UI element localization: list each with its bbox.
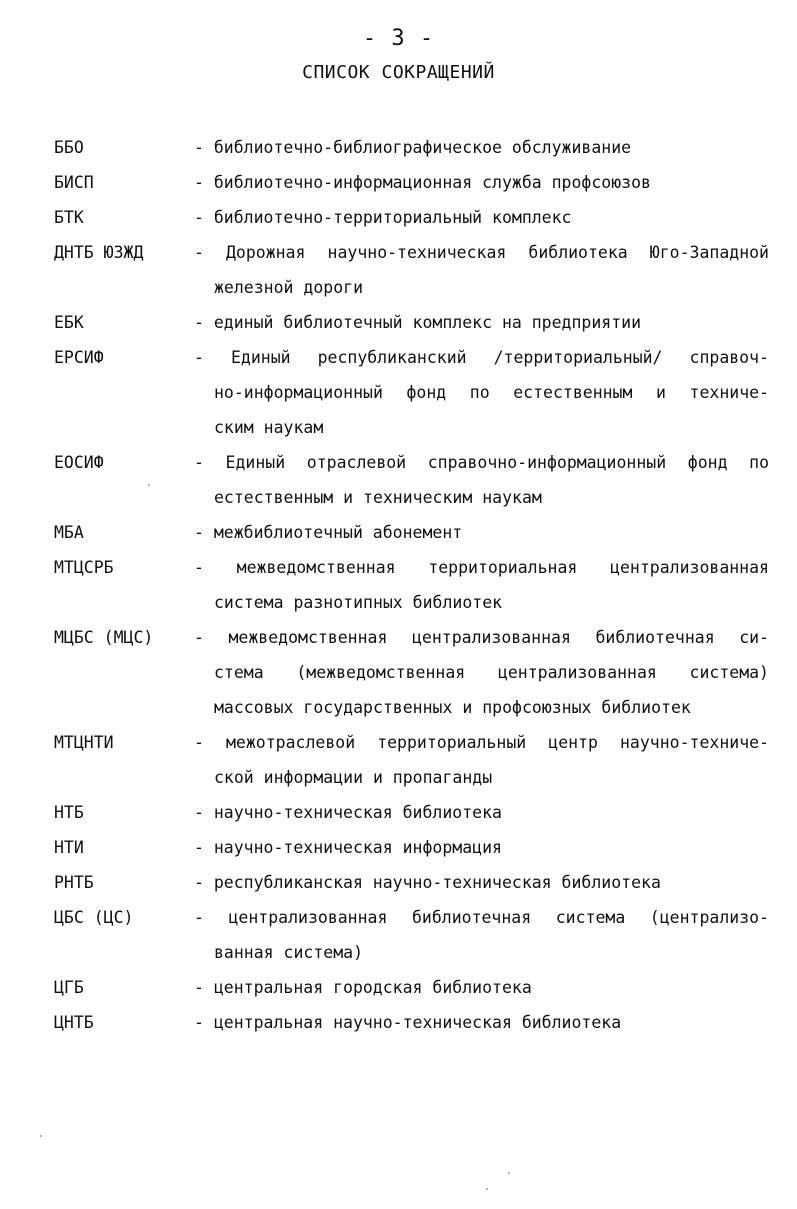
abbreviation: БИСП <box>54 173 94 192</box>
definition-line: - Дорожная научно-техническая библиотека Юго-Западной <box>194 243 769 262</box>
definition <box>194 445 769 515</box>
definition-line: - централизованная библиотечная система (централизо- <box>194 908 769 927</box>
definition-line: - центральная городская библиотека <box>194 978 532 997</box>
definition-line: система разнотипных библиотек <box>214 593 503 612</box>
abbreviation: МТЦНТИ <box>54 733 114 752</box>
abbreviation: ДНТБ ЮЗЖД <box>54 243 144 262</box>
definition <box>194 340 769 445</box>
abbreviation: ЕОСИФ <box>54 453 104 472</box>
abbreviation: ЕРСИФ <box>54 348 104 367</box>
definition-line: - межотраслевой территориальный центр научно-техниче- <box>194 733 769 752</box>
list-item <box>0 165 797 200</box>
scan-speck <box>486 1188 488 1190</box>
list-item <box>0 305 797 340</box>
definition-line: - Единый отраслевой справочно-информационный фонд по <box>194 453 769 472</box>
definition-line: - республиканская научно-техническая библиотека <box>194 873 661 892</box>
abbreviation: ЦГБ <box>54 978 84 997</box>
definition <box>194 235 769 305</box>
definition-line: но-информационный фонд по естественным и техниче- <box>214 383 769 402</box>
definition-line: - библиотечно-библиографическое обслуживание <box>194 138 632 157</box>
definition <box>194 865 769 900</box>
page-title: СПИСОК СОКРАЩЕНИЙ <box>302 62 495 83</box>
abbreviation-list <box>0 130 797 1040</box>
definition-line: - Единый республиканский /территориальный/ справоч- <box>194 348 769 367</box>
definition-line: - научно-техническая библиотека <box>194 803 502 822</box>
abbreviation: ЕБК <box>54 313 84 332</box>
list-item <box>0 865 797 900</box>
abbreviation: НТИ <box>54 838 84 857</box>
definition <box>194 970 769 1005</box>
definition <box>194 620 769 725</box>
definition <box>194 200 769 235</box>
definition <box>194 165 769 200</box>
definition-line: естественным и техническим наукам <box>214 488 542 507</box>
scan-speck <box>508 1172 510 1174</box>
list-item <box>0 515 797 550</box>
definition-line: ской информации и пропаганды <box>214 768 493 787</box>
list-item <box>0 900 797 970</box>
definition-line: стема (межведомственная централизованная система) <box>214 663 769 682</box>
definition-line: массовых государственных и профсоюзных библиотек <box>214 698 691 717</box>
definition <box>194 830 769 865</box>
list-item <box>0 795 797 830</box>
abbreviation: ББО <box>54 138 84 157</box>
definition-line: - библиотечно-территориальный комплекс <box>194 208 572 227</box>
list-item <box>0 970 797 1005</box>
list-item <box>0 445 797 515</box>
definition <box>194 795 769 830</box>
abbreviation: БТК <box>54 208 84 227</box>
definition-line: - единый библиотечный комплекс на предприятии <box>194 313 642 332</box>
scan-speck <box>40 1135 42 1137</box>
definition <box>194 130 769 165</box>
abbreviation: МТЦСРБ <box>54 558 114 577</box>
definition <box>194 305 769 340</box>
list-item <box>0 235 797 305</box>
abbreviation: ЦНТБ <box>54 1013 94 1032</box>
list-item <box>0 130 797 165</box>
definition <box>194 550 769 620</box>
list-item <box>0 340 797 445</box>
definition-line: - центральная научно-техническая библиотека <box>194 1013 622 1032</box>
definition-line: - межведомственная территориальная централизованная <box>194 558 769 577</box>
abbreviation: ЦБС (ЦС) <box>54 908 134 927</box>
abbreviation: МЦБС (МЦС) <box>54 628 154 647</box>
definition <box>194 1005 769 1040</box>
definition <box>194 900 769 970</box>
definition <box>194 515 769 550</box>
definition-line: - библиотечно-информационная служба профсоюзов <box>194 173 651 192</box>
definition <box>194 725 769 795</box>
definition-line: - межбиблиотечный абонемент <box>194 523 463 542</box>
list-item <box>0 725 797 795</box>
abbreviation: МБА <box>54 523 84 542</box>
page-number: - 3 - <box>362 26 435 51</box>
definition-line: ским наукам <box>214 418 324 437</box>
list-item <box>0 830 797 865</box>
definition-line: ванная система) <box>214 943 364 962</box>
list-item <box>0 200 797 235</box>
list-item <box>0 550 797 620</box>
scan-speck <box>148 484 150 486</box>
list-item <box>0 620 797 725</box>
list-item <box>0 1005 797 1040</box>
abbreviation: РНТБ <box>54 873 94 892</box>
definition-line: - межведомственная централизованная библиотечная си- <box>194 628 769 647</box>
definition-line: - научно-техническая информация <box>194 838 502 857</box>
abbreviation: НТБ <box>54 803 84 822</box>
definition-line: железной дороги <box>214 278 364 297</box>
